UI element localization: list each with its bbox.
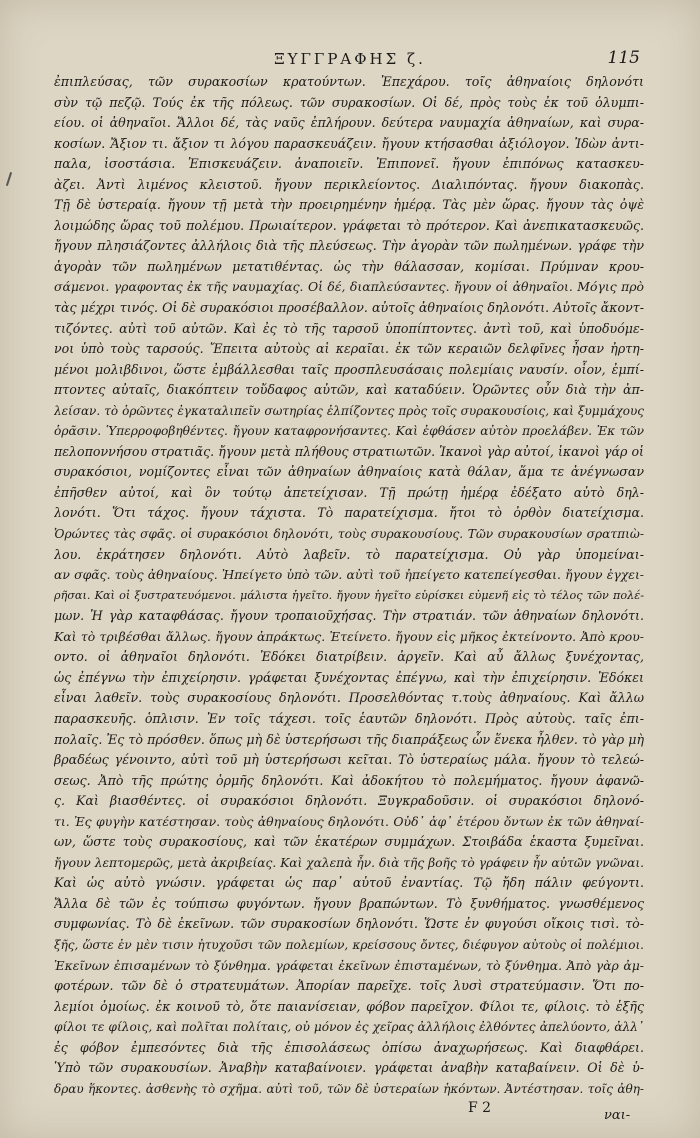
text-line: εἶναι λαθεῖν. τοὺς συρακοσίους δηλονότι. Προσελθόντας τ.τοὺς ἀθηναίους. Καὶ ἄλλω — [54, 690, 644, 706]
text-line: οντο. οἱ ἀθηναῖοι δηλονότι. Ἐδόκει διατρίβειν. ἀργεῖν. Καὶ αὖ ἄλλως ξυνέχοντας, — [54, 649, 644, 665]
text-line: μένοι μολιβδινοι, ὥστε ἐμβάλλεσθαι ταῖς προσπλευσάσαις πολεμίαις ναυσίν. οἷον, ἐμπί- — [54, 361, 644, 377]
commentary-text — [54, 72, 644, 1099]
text-line: τι. Ἐς φυγὴν κατέστησαν. τοὺς ἀθηναίους δηλονότι. Οὐδ᾽ ἀφ᾽ ἑτέρου ὄντων ἐκ τῶν ἀθηναί- — [54, 813, 644, 829]
text-line: φοτέρων. τῶν δὲ ὁ στρατευμάτων. Ἀπορίαν παρεῖχε. τοῖς λυσὶ στρατεύμασιν. Ὅτι πο- — [54, 978, 644, 994]
text-line: πολαῖς. Ἐς τὸ πρόσθεν. ὅπως μὴ δὲ ὑστερήσωσι τῆς διαπράξεως ὧν ἕνεκα ἦλθεν. τὸ γὰρ μὴ — [54, 731, 644, 747]
running-head: ΞΥΓΓΡΑΦΗΣ ζ. — [274, 50, 426, 68]
text-line: βραδέως γένοιντο, αὐτὶ τοῦ μὴ ὑστερήσωσι κεῖται. Τὸ ὑστεραίως μάλα. ἤγουν τὸ τελεώ- — [54, 752, 644, 768]
text-line: φίλοι τε φίλοις, καὶ πολῖται πολίταις, οὐ μόνον ἐς χεῖρας ἀλλήλοις ἐλθόντες ἀπελύοντο, ἀλλ᾽ — [54, 1020, 644, 1035]
text-line: ἐς φόβον ἐμπεσόντες διὰ τῆς ἐπισολάσεως ὀπίσω ἀναχωρήσεως. Καὶ διαφθάρει. — [54, 1039, 644, 1055]
text-line: ὰζει. Ἀντὶ λιμένος κλειστοῦ. ἤγουν περικλείοντος. Διαλιπόντας. ἤγουν διακοπὰς. — [54, 176, 644, 192]
page-number: 115 — [607, 48, 640, 68]
text-line: ἀγορὰν τῶν πωλημένων μετατιθέντας. ὡς τὴν θάλασσαν, κομίσαι. Πρύμναν κρου- — [54, 258, 644, 274]
text-line: ἐπιπλεύσας, τῶν συρακοσίων κρατούντων. Ἐπεχάρου. τοῖς ἀθηναίοις δηλονότι — [54, 74, 644, 89]
text-line: Καὶ ὡς αὐτὸ γνώσιν. γράφεται ὡς παρ᾽ αὐτοῦ ἐναντίας. Τῷ ἤδη πάλιν φεύγοντι. — [54, 875, 644, 891]
text-line: συρακόσιοι, νομίζοντες εἶναι τῶν ἀθηναίων ἀθηναίοις κατὰ θάλαν, ἅμα τε ἀνέγνωσαν — [54, 464, 644, 480]
text-line: ων, ὥστε τοὺς συρακοσίους, καὶ τῶν ἑκατέρων συμμάχων. Στοιβάδα ἑκαστα ξυμεῖναι. — [54, 834, 644, 850]
text-line: κοσίων. Ἄξιον τι. ἄξιον τι λόγου παρασκευάζειν. ἤγουν κτήσασθαι ἀξιόλογον. Ἰδὼν ἀντι- — [54, 135, 644, 151]
text-line: μων. Ἡ γὰρ καταφθάσας. ἤγουν τροπαιοῦχήσας. Τὴν στρατιάν. τῶν ἀθηναίων δηλονότι. — [54, 608, 644, 624]
text-line: ἤγουν λεπτομερῶς, μετὰ ἀκριβείας. Καὶ χαλεπὰ ἦν. διὰ τῆς βοῆς τὸ γράφειν ἦν αὐτῶν γνῶναι. — [54, 855, 644, 870]
catchword: ναι- — [604, 1108, 631, 1123]
text-line: σεως. Ἀπὸ τῆς πρώτης ὁρμῆς δηλονότι. Καὶ ἀδοκήτου τὸ πολεμήματος. ἤγουν ἀφανῶ- — [54, 772, 644, 788]
text-line: συμφωνίας. Τὸ δὲ ἐκεῖνων. τῶν συρακοσίων δηλονότι. Ὥστε ἐν φυγούσι οἴκοις τισὶ. τὸ- — [54, 916, 644, 932]
text-line: νοι ὑπὸ τοὺς ταρσούς. Ἔπειτα αὐτοὺς αἱ κεραῖαι. ἐκ τῶν κεραιῶν δελφῖνες ἦσαν ἠρτη- — [54, 341, 644, 357]
text-line: Τῇ δὲ ὑστεραίᾳ. ἤγουν τῇ μετὰ τὴν προειρημένην ἡμέρᾳ. Τὰς μὲν ὥρας. ἤγουν τὰς ὀψὲ — [54, 197, 644, 213]
text-line: σάμενοι. γραφοντας ἐκ τῆς ναυμαχίας. Οἱ δέ, διαπλεύσαντες. ἤγουν οἱ ἀθηναῖοι. Μόγις πρὸ — [54, 279, 644, 295]
text-line: αν σφᾶς. τοὺς ἀθηναίους. Ἠπείγετο ὑπὸ τῶν. αὐτὶ τοῦ ἠπείγετο κατεπείγεσθαι. ἤγουν ἐγχει- — [54, 567, 644, 583]
text-line: λου. ἐκράτησεν δηλονότι. Αὐτὸ λαβεῖν. τὸ παρατείχισμα. Οὐ γὰρ ὑπομείναι- — [54, 546, 644, 562]
signature-mark: F 2 — [468, 1100, 492, 1116]
text-line: ἤγουν πλησιάζοντες ἀλλήλοις διὰ τῆς πλεύσεως. Τὴν ἀγορὰν τῶν πωλημένων. γράφε τὴν — [54, 238, 644, 254]
text-line: τιζόντες. αὐτὶ τοῦ αὐτῶν. Καὶ ἐς τὸ τῆς ταρσοῦ ὑποπίπτοντες. ἀντὶ τοῦ, καὶ ὑποδυόμε- — [54, 320, 644, 336]
text-line: Ἄλλα δὲ τῶν ἐς τούπισω φυγόντων. ἤγουν βραπώντων. Τὸ ξυνθήματος. γνωσθέμενος — [54, 895, 644, 911]
text-line: Ὁρώντες τὰς σφᾶς. οἱ συρακόσιοι δηλονότι, τοὺς συρακουσίους. Τῶν συρακουσίων σρατπιὼ- — [54, 527, 644, 542]
text-line: ὡς ἐπέγνω τὴν ἐπιχείρησιν. γράφεται ξυνέχοντας ἐπέγνω, καὶ τὴν ἐπιχείρησιν. Ἐδόκει — [54, 669, 644, 685]
text-line: ξῆς, ὥστε ἐν μὲν τισιν ἠτυχοῦσι τῶν πολεμίων, κρείσσους ὄντες, διέφυγον αὐτοὺς οἱ πολέμιοι. — [54, 937, 644, 952]
text-line: λείσαν. τὸ ὁρῶντες ἐγκαταλιπεῖν σωτηρίας ἐλπίζοντες πρὸς τοῖς συρακουσίοις, καὶ ξυμμάχους — [54, 403, 644, 418]
text-line: ς. Καὶ βιασθέντες. οἱ συρακόσιοι δηλονότι. Ξυγκραδοῦσιν. οἱ συρακόσιοι δηλονό- — [54, 793, 644, 809]
text-line: είου. οἱ ἀθηναῖοι. Ἄλλοι δέ, τὰς ναῦς ἐπλήρουν. δεύτερα ναυμαχία ἀθηναίων, καὶ συρα- — [54, 115, 644, 131]
text-line: ρῆσαι. Καὶ οἱ ξυστρατευόμενοι. μάλιστα ἡγεῖτο. ἤγουν ἡγεῖτο εὑρίσκει εὐμενῆ εἰς τὸ τέλος τῶν πολέ- — [54, 588, 644, 602]
text-line: παλα, ἰσοστάσια. Ἐπισκευάζειν. ἀναποιεῖν. Ἐπιπονεῖ. ἤγουν ἐπιπόνως κατασκευ- — [54, 156, 644, 172]
text-line: λεμίοι ὁμοίως. ἐκ κοινοῦ τὸ, ὅτε παιανίσειαν, φόβον παρεῖχον. Φίλοι τε, φίλοις. τὸ ἑξῆς — [54, 998, 644, 1014]
margin-mark — [6, 172, 12, 186]
text-line: Καὶ τὸ τριβέσθαι ἄλλως. ἤγουν ἀπράκτως. Ἐτείνετο. ἤγουν εἰς μῆκος ἐκτείνοντο. Ἀπὸ κρου- — [54, 628, 644, 644]
text-line: δραυ ἥκοντες. ἀσθενὴς τὸ σχῆμα. αὐτὶ τοῦ, τῶν δὲ ὑστεραίων ἡκόντων. Ἀντέστησαν. τοῖς ἀθη- — [54, 1081, 644, 1096]
text-line: τὰς μέχρι τινός. Οἱ δὲ συρακόσιοι προσέβαλλον. αὐτοῖς ἀθηναίοις δηλονότι. Αὐτοῖς ἄκοντ- — [54, 300, 644, 316]
text-line: Ὑπὸ τῶν συρακουσίων. Ἀναβὴν καταβαίνοιεν. γράφεται ἀναβὴν καταβαίνειν. Οἱ δὲ ὑ- — [54, 1060, 644, 1076]
text-line: λονότι. Ὅτι τάχος. ἤγουν τάχιστα. Τὸ παρατείχισμα. ἤτοι τὸ ὀρθὸν διατείχισμα. — [54, 505, 644, 521]
text-line: λοιμώδης ὥρας τοῦ πολέμου. Πρωιαίτερον. γράφεται τὸ πρότερον. Καὶ ἀνεπικατασκευῶς. — [54, 217, 644, 233]
text-line: παρασκευῆς. ὁπλισιν. Ἐν τοῖς τάχεσι. τοῖς ἑαυτῶν δηλονότι. Πρὸς αὐτοὺς. ταῖς ἐπι- — [54, 710, 644, 726]
text-line: σὺν τῷ πεζῷ. Τούς ἐκ τῆς πόλεως. τῶν συρακοσίων. Οἱ δέ, πρὸς τοὺς ἐκ τοῦ ὀλυμπι- — [54, 94, 644, 110]
text-line: ἐπῆσθεν αὐτοί, καὶ ὃν τούτῳ ἀπετείχισαν. Τῇ πρώτῃ ἡμέρᾳ ἐδέξατο αὐτὸ δηλ- — [54, 484, 644, 500]
text-line: ὁρᾶσιν. Ὑπερροφοβηθέντες. ἤγουν καταφρονήσαντες. Καὶ ἐφθάσεν αὐτὸν προελάβεν. Ἐκ τῶν — [54, 424, 644, 439]
text-line: Ἐκεῖνων ἐπισαμένων τὸ ξύνθημα. γράφεται ἐκεῖνων ἐπισταμένων, τὸ ξύνθημα. Ἀπὸ γὰρ ἀμ- — [54, 957, 644, 973]
text-line: πελοποννήσου στρατιᾶς. ἤγουν μετὰ πλήθους στρατιωτῶν. Ἱκανοὶ γὰρ αὐτοί, ἱκανοὶ γάρ οἱ — [54, 443, 644, 459]
text-line: πτοντες αὐταῖς, διακόπτειν τοὔδαφος αὐτῶν, καὶ καταδύειν. Ὁρῶντες οὖν διὰ τὴν ἀπ- — [54, 382, 644, 398]
